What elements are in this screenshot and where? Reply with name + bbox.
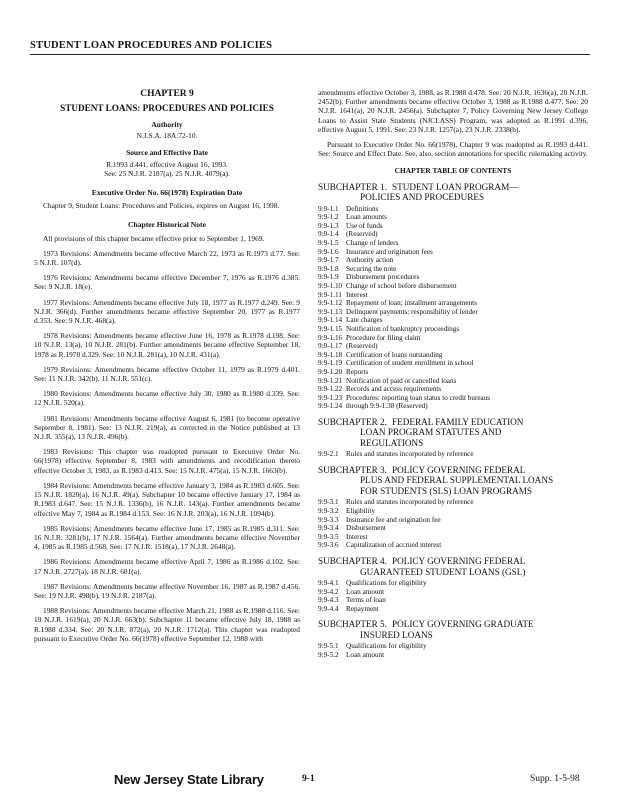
supplement-date: Supp. 1-5-98 xyxy=(530,774,580,784)
toc-entry-text: Records and access requirements xyxy=(346,385,442,394)
toc-entry xyxy=(318,385,588,394)
history-paragraph: 1978 Revisions: Amendments became effective June 16, 1978 as R.1978 d.198. See: 10 N.J.R. 13(a), 10 N.J.R. 281(b). Further amendments became effective September 18, 1978 as R.1978 d.329. See: 10 N.J.R. 281(a), 10 N.J.R. 431(a). xyxy=(34,331,300,359)
chapter-number: CHAPTER 9 xyxy=(140,89,194,99)
toc-entry-text: Definitions xyxy=(346,204,379,213)
toc-entry-number: 9:9-1.12 xyxy=(318,299,343,308)
history-paragraph: 1981 Revisions: Amendments became effective August 6, 1981 (to become operative September 8, 1981). See: 13 N.J.R. 219(a), as corrected in the Notice published at 13 N.J.R. 355(a), 13 N.J.R. 496(b). xyxy=(34,413,300,442)
subchapter-title-line: POLICIES AND PROCEDURES xyxy=(360,192,485,203)
subchapter-title-line: REGULATIONS xyxy=(360,437,424,448)
toc-entry-text: Repayment of loan; installment arrangements xyxy=(346,299,477,308)
toc-entry-text: Procedure for filing claim xyxy=(346,333,421,342)
toc-entry-number: 9:9-5.1 xyxy=(318,642,339,651)
toc-entry-number: 9:9-1.19 xyxy=(318,359,343,368)
history-heading: Chapter Historical Note xyxy=(128,220,206,230)
toc-entry-number: 9:9-1.22 xyxy=(318,385,343,394)
toc-entry-text: Repayment xyxy=(346,604,379,613)
authority-citation: N.J.S.A. 18A:72-10. xyxy=(136,131,198,141)
subchapter-title-line: POLICY GOVERNING FEDERAL xyxy=(392,556,526,567)
toc-entry-number: 9:9-1.6 xyxy=(318,247,339,256)
toc-entry-text: Use of funds xyxy=(346,221,383,230)
toc-entry-text: Change of school before disbursement xyxy=(346,281,457,290)
subchapter-number: SUBCHAPTER 4. xyxy=(318,556,387,567)
toc-entry-text: (Reserved) xyxy=(346,342,378,351)
toc-entry xyxy=(318,588,588,597)
toc-entry-text: Loan amount xyxy=(346,651,385,659)
right-column xyxy=(318,88,588,664)
subchapter-title-line: POLICY GOVERNING FEDERAL xyxy=(392,464,526,475)
toc-section-list xyxy=(318,642,588,659)
toc-entry-number: 9:9-1.24 xyxy=(318,402,343,411)
toc-entry xyxy=(318,230,588,239)
toc-entry xyxy=(318,579,588,588)
subchapter-title xyxy=(318,619,588,640)
toc-entry-text: Certification of student enrollment in school xyxy=(346,359,474,368)
toc-entry-number: 9:9-5.2 xyxy=(318,651,339,659)
history-paragraph: 1986 Revisions: Amendments became effective April 7, 1986 as R.1986 d.102. See: 17 N.J.R. 2727(a), 18 N.J.R. 681(a). xyxy=(34,557,300,576)
toc-entry xyxy=(318,368,588,377)
eo-heading: Executive Order No. 66(1978) Expiration Date xyxy=(91,188,243,198)
subchapter-title-line: PLUS AND FEDERAL SUPPLEMENTAL LOANS xyxy=(360,475,554,486)
toc-entry-number: 9:9-1.18 xyxy=(318,350,343,359)
toc-entry xyxy=(318,351,588,360)
toc-entry-number: 9:9-1.16 xyxy=(318,333,343,342)
toc-entry-text: Rules and statutes incorporated by reference xyxy=(346,450,474,459)
history-paragraph: 1976 Revisions: Amendments became effective December 7, 1976 as R.1976 d.385. See: 9 N.J.R. 18(e). xyxy=(34,273,300,292)
subchapter-title-line: GUARANTEED STUDENT LOANS (GSL) xyxy=(360,566,526,577)
toc-entry xyxy=(318,596,588,605)
toc-entry-text: Delinquent payments; responsibility of lender xyxy=(346,307,478,316)
subchapter-title-line: FEDERAL FAMILY EDUCATION xyxy=(392,416,524,427)
toc-entry xyxy=(318,450,588,459)
toc-entry xyxy=(318,256,588,265)
toc-entry-text: (Reserved) xyxy=(346,230,378,239)
toc-entry xyxy=(318,342,588,351)
toc-entry-text: Late charges xyxy=(346,316,383,325)
toc-entry-number: 9:9-1.1 xyxy=(318,204,339,213)
toc-entry xyxy=(318,299,588,308)
toc-entry-number: 9:9-1.5 xyxy=(318,239,339,247)
toc-entry-text: Eligibility xyxy=(346,507,376,516)
toc-entry xyxy=(318,507,588,516)
toc-entry xyxy=(318,273,588,282)
toc-entry xyxy=(318,325,588,334)
eo-text: Chapter 9, Student Loans: Procedures and Policies, expires on August 16, 1998. xyxy=(43,201,280,211)
toc-entry xyxy=(318,265,588,274)
toc-entry-number: 9:9-1.15 xyxy=(318,324,343,333)
toc-entry xyxy=(318,605,588,614)
toc-entry xyxy=(318,651,588,660)
toc-entry-number: 9:9-1.13 xyxy=(318,307,343,316)
toc-entry-text: Notification of paid or cancelled loans xyxy=(346,376,457,385)
toc-entry-number: 9:9-4.1 xyxy=(318,579,339,588)
page-number: 9-1 xyxy=(302,774,315,784)
toc-entry-number: 9:9-4.2 xyxy=(318,587,339,596)
left-column xyxy=(34,88,300,649)
subchapter-title xyxy=(318,465,588,497)
subchapter-number: SUBCHAPTER 5. xyxy=(318,619,387,630)
toc-entry-text: Capitalization of accrued interest xyxy=(346,541,442,550)
toc-entry-number: 9:9-3.1 xyxy=(318,498,339,507)
toc-section-list xyxy=(318,579,588,613)
toc-entry xyxy=(318,316,588,325)
toc-entry-text: Terms of loan xyxy=(346,596,386,605)
toc-section-list xyxy=(318,450,588,459)
toc-entry xyxy=(318,516,588,525)
toc-entry-number: 9:9-1.20 xyxy=(318,367,343,376)
history-paragraph: 1987 Revisions: Amendments became effective November 16, 1987 as R.1987 d.456. See: 19 N.J.R. 498(b), 19 N.J.R. 2187(a). xyxy=(34,581,300,600)
subchapter-number: SUBCHAPTER 3. xyxy=(318,464,387,475)
history-paragraph: 1977 Revisions: Amendments became effective July 18, 1977 as R.1977 d.249. See: 9 N.J.R. 366(d). Further amendments became effective September 20, 1977 as R.1977 d.353. See: 9 N.J.R. 468(a). xyxy=(34,297,300,326)
toc-entry-text: Interest xyxy=(346,290,368,299)
history-continued: amendments effective October 3, 1988, as R.1988 d.478. See: 20 N.J.R. 1636(a), 20 N.J.R. 2452(b). Further amendments became effective October 3, 1988 as R.1988 d.477. See: 20 N.J.R. 1641(a), 20 N.J.R. 2456(a). Subchapter 7, Policy Governing New Jersey College Loans to Assist State Students (NJCLASS) Program, was adopted as R.1991 d.396, effective August 5, 1991. See: 23 N.J.R. 1257(a), 23 N.J.R. 2338(b). xyxy=(318,88,588,134)
toc-heading: CHAPTER TABLE OF CONTENTS xyxy=(394,166,512,176)
toc-entry xyxy=(318,205,588,214)
history-paragraph: 1984 Revisions: Amendments became effective January 3, 1984 as R.1983 d.605. See: 15 N.J.R. 1820(a), 16 N.J.R. 49(a). Subchapter 10 became effective January 17, 1984 as R.1983 d.647. See: 15 N.J.R. 1336(b), 16 N.J.R. 143(a). Further amendments became effective May 7, 1984 as R.1984 d.153. See: 16 N.J.R. 203(a), 16 N.J.R. 1094(b). xyxy=(34,480,300,518)
toc-section-list xyxy=(318,498,588,550)
history-paragraph: 1973 Revisions: Amendments became effective March 22, 1973 as R.1973 d.77. See: 5 N.J.R. 107(d). xyxy=(34,248,300,268)
toc-entry xyxy=(318,533,588,542)
toc-entry-number: 9:9-1.4 xyxy=(318,230,339,239)
subchapter-number: SUBCHAPTER 2. xyxy=(318,416,387,427)
toc-entry-number: 9:9-3.5 xyxy=(318,532,339,541)
subchapter-title-line: POLICY GOVERNING GRADUATE xyxy=(392,619,534,630)
toc-entry-text: Loan amount xyxy=(346,587,385,596)
source-heading: Source and Effective Date xyxy=(126,148,208,158)
subchapter-title-line: FOR STUDENTS (SLS) LOAN PROGRAMS xyxy=(360,485,533,496)
toc-entry-number: 9:9-1.7 xyxy=(318,256,339,265)
toc-entry xyxy=(318,377,588,386)
toc-entry-number: 9:9-3.6 xyxy=(318,541,339,550)
subchapter-title xyxy=(318,556,588,577)
toc-entry-number: 9:9-3.2 xyxy=(318,507,339,516)
toc-entry xyxy=(318,308,588,317)
history-paragraph: 1979 Revisions: Amendments became effective October 11, 1979 as R.1979 d.401. See: 11 N.J.R. 342(b), 11 N.J.R. 551(c). xyxy=(34,364,300,384)
chapter-title: STUDENT LOANS: PROCEDURES AND POLICIES xyxy=(60,103,274,113)
toc-entry xyxy=(318,642,588,651)
toc-entry-number: 9:9-1.2 xyxy=(318,213,339,222)
toc-entry-text: Certification of loans outstanding xyxy=(346,350,443,359)
history-paragraph: 1988 Revisions: Amendments became effective March 21, 1988 as R.1988 d.116. See: 19 N.J.R. 1619(a), 20 N.J.R. 663(b). Subchapter 11 became effective July 18, 1988 as R.1988 d.334. See: 20 N.J.R. 872(a), 20 N.J.R. 1712(a). This chapter was readopted pursuant to Executive Order No. 66(1978) effective September 12, 1988 with xyxy=(34,606,300,643)
toc-entry xyxy=(318,222,588,231)
toc-entry xyxy=(318,291,588,300)
toc-entry-text: Change of lenders xyxy=(346,239,399,247)
history-paragraph: Pursuant to Executive Order No. 66(1978), Chapter 9 was readopted as R.1993 d.441. See: Source and Effect Date. See, also, section annotations for specific rulemaking activity. xyxy=(318,140,588,159)
table-of-contents xyxy=(318,182,588,660)
toc-entry-text: Disbursement xyxy=(346,524,386,533)
toc-entry-text: Reports xyxy=(346,367,369,376)
subchapter-title-line: STUDENT LOAN PROGRAM— xyxy=(392,181,519,192)
toc-entry-number: 9:9-1.23 xyxy=(318,393,343,402)
toc-entry-number: 9:9-1.11 xyxy=(318,290,342,299)
library-stamp: New Jersey State Library xyxy=(114,772,264,787)
subchapter-title xyxy=(318,182,588,203)
toc-entry xyxy=(318,248,588,257)
toc-entry xyxy=(318,213,588,222)
toc-entry-text: Loan amounts xyxy=(346,213,387,222)
toc-entry-text: Qualifications for eligibility xyxy=(346,642,427,651)
toc-entry-number: 9:9-1.21 xyxy=(318,376,343,385)
authority-heading: Authority xyxy=(151,120,183,129)
toc-entry xyxy=(318,239,588,248)
toc-entry xyxy=(318,394,588,403)
toc-entry-text: through 9:9-1.38 (Reserved) xyxy=(346,402,428,411)
toc-entry xyxy=(318,359,588,368)
toc-entry xyxy=(318,282,588,291)
toc-entry-text: Authority action xyxy=(346,256,394,265)
toc-entry xyxy=(318,402,588,411)
source-line: R.1993 d.441, effective August 16, 1993. xyxy=(106,159,228,169)
subchapter-title-line: LOAN PROGRAM STATUTES AND xyxy=(360,427,502,438)
toc-entry-number: 9:9-1.14 xyxy=(318,316,343,325)
toc-entry-number: 9:9-1.8 xyxy=(318,264,339,273)
toc-entry xyxy=(318,541,588,550)
toc-entry-text: Insurance fee and origination fee xyxy=(346,515,441,524)
subchapter-title-line: INSURED LOANS xyxy=(360,629,433,640)
toc-entry-number: 9:9-1.10 xyxy=(318,281,343,290)
source-line: See: 25 N.J.R. 2187(a), 25 N.J.R. 4079(a). xyxy=(104,168,230,178)
toc-entry-text: Securing the note xyxy=(346,264,397,273)
subchapter-number: SUBCHAPTER 1. xyxy=(318,181,387,192)
subchapter-title xyxy=(318,417,588,449)
history-paragraph: 1980 Revisions: Amendments became effective July 30, 1980 as R.1980 d.339. See: 12 N.J.R. 520(a). xyxy=(34,389,300,408)
toc-entry-number: 9:9-2.1 xyxy=(318,450,339,459)
history-paragraph: All provisions of this chapter became effective prior to September 1, 1969. xyxy=(43,233,265,243)
toc-entry-text: Interest xyxy=(346,532,368,541)
toc-section-list xyxy=(318,205,588,411)
toc-entry-number: 9:9-3.4 xyxy=(318,524,339,533)
toc-entry-text: Qualifications for eligibility xyxy=(346,579,427,588)
toc-entry-text: Procedures: reporting loan status to credit bureaus xyxy=(346,393,491,402)
toc-entry xyxy=(318,334,588,343)
toc-entry-number: 9:9-4.4 xyxy=(318,604,339,613)
toc-entry xyxy=(318,524,588,533)
toc-entry-number: 9:9-1.3 xyxy=(318,221,339,230)
toc-entry-number: 9:9-4.3 xyxy=(318,596,339,605)
toc-entry-number: 9:9-3.3 xyxy=(318,515,339,524)
running-head: STUDENT LOAN PROCEDURES AND POLICIES xyxy=(30,40,590,55)
history-paragraph: 1985 Revisions: Amendments became effective June 17, 1985 as R.1985 d.311. See: 16 N.J.R. 3281(b), 17 N.J.R. 1564(a). Further amendments became effective November 4, 1985 as R.1985 d.568. See: 17 N.J.R. 1518(a), 17 N.J.R. 2648(a). xyxy=(34,523,300,552)
history-paragraph: 1983 Revisions: This chapter was readopted pursuant to Executive Order No. 66(1978) effective September 8, 1983 with amendments and recodification thereto effective October 3, 1983, as R.1983 d.413. See: 15 N.J.R. 475(a), 15 N.J.R. 1663(b). xyxy=(34,447,300,475)
toc-entry-text: Insurance and origination fees xyxy=(346,247,433,256)
toc-entry xyxy=(318,498,588,507)
toc-entry-text: Disbursement procedures xyxy=(346,273,420,282)
toc-entry-text: Notification of bankruptcy proceedings xyxy=(346,324,460,333)
toc-entry-text: Rules and statutes incorporated by reference xyxy=(346,498,474,507)
toc-entry-number: 9:9-1.17 xyxy=(318,342,343,351)
toc-entry-number: 9:9-1.9 xyxy=(318,273,339,282)
